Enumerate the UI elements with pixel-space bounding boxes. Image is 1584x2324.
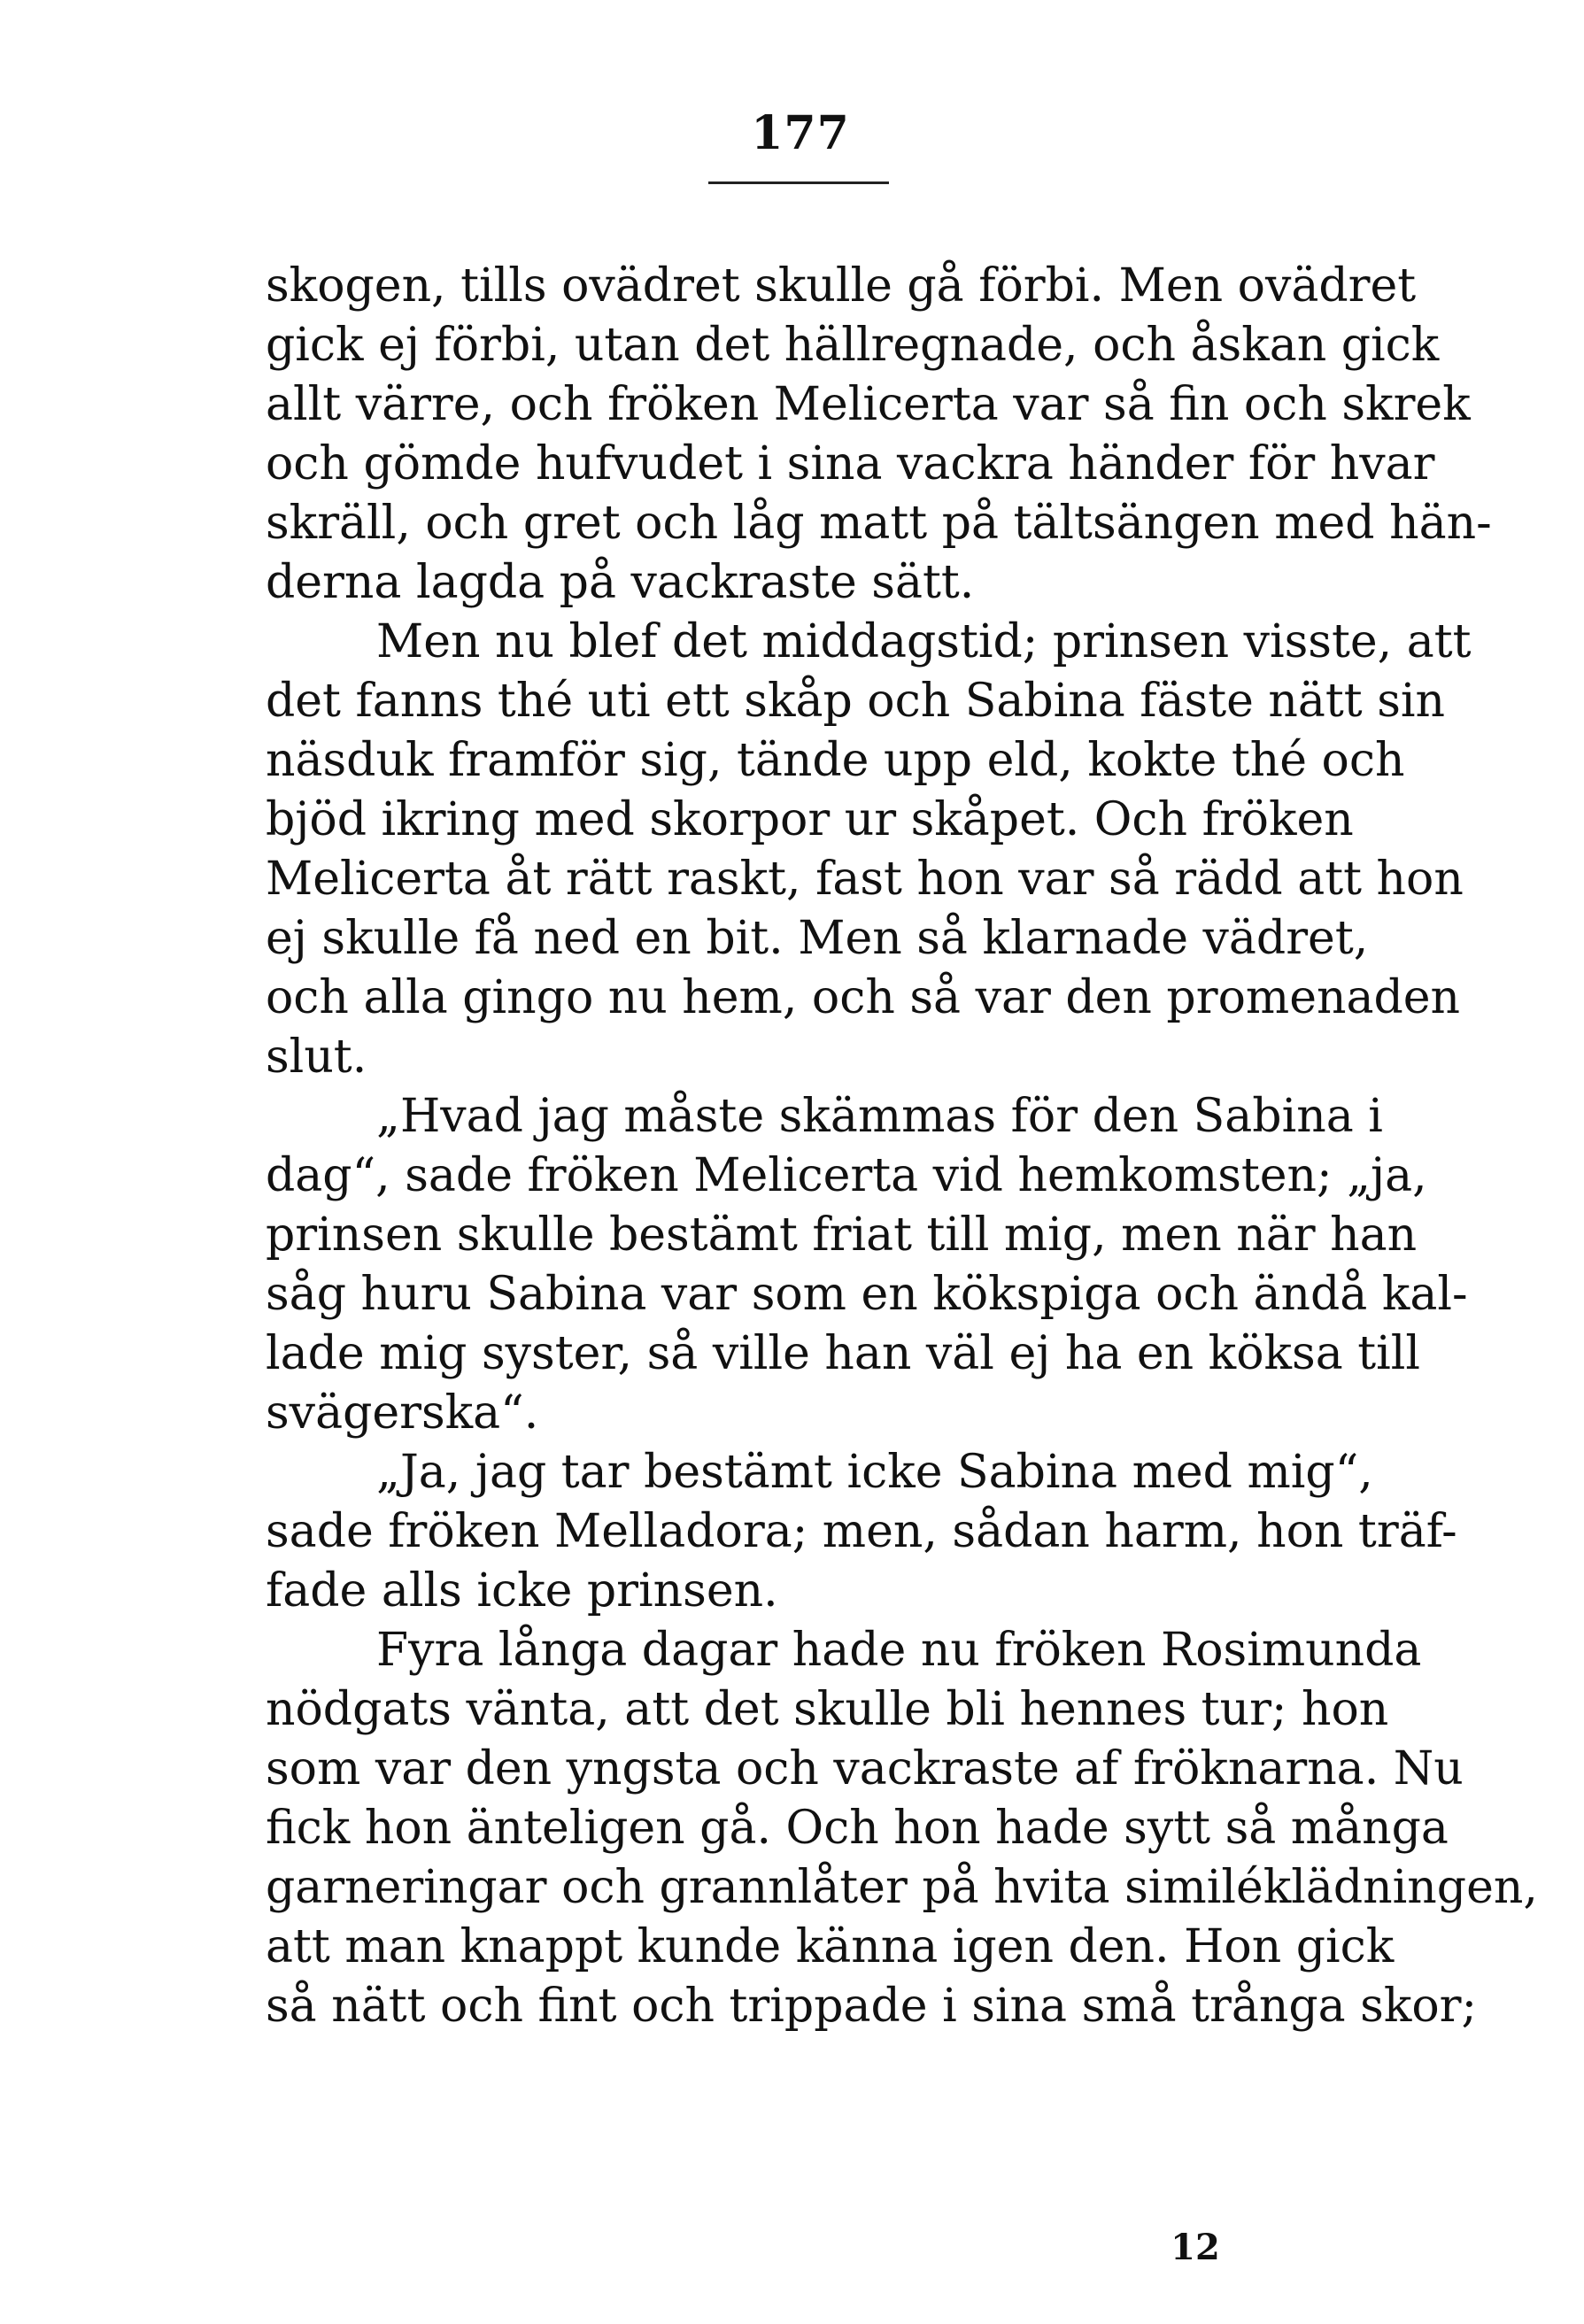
text-line: så nätt och fint och trippade i sina små trånga skor; xyxy=(266,1980,1478,2033)
text-line: nödgats vänta, att det skulle bli hennes tur; hon xyxy=(266,1683,1389,1736)
text-line: Men nu blef det middagstid; prinsen visste, att xyxy=(376,615,1472,668)
text-line: ej skulle få ned en bit. Men så klarnade vädret, xyxy=(266,912,1369,965)
text-line: prinsen skulle bestämt friat till mig, men när han xyxy=(266,1208,1418,1262)
text-line: svägerska“. xyxy=(266,1386,539,1440)
text-line: slut. xyxy=(266,1031,367,1084)
text-line: garneringar och grannlåter på hvita similéklädningen, xyxy=(266,1861,1538,1914)
text-line: „Hvad jag måste skämmas för den Sabina i xyxy=(376,1090,1383,1143)
page-number: 177 xyxy=(751,106,850,160)
text-line: bjöd ikring med skorpor ur skåpet. Och fröken xyxy=(266,793,1354,846)
text-line: fade alls icke prinsen. xyxy=(266,1564,778,1618)
text-line: såg huru Sabina var som en kökspiga och ändå kal- xyxy=(266,1268,1468,1321)
text-line: och gömde hufvudet i sina vackra händer för hvar xyxy=(266,437,1435,490)
text-line: gick ej förbi, utan det hällregnade, och åskan gick xyxy=(266,319,1440,372)
header-rule xyxy=(708,181,889,184)
signature-mark: 12 xyxy=(1171,2227,1220,2268)
text-line: Melicerta åt rätt raskt, fast hon var så rädd att hon xyxy=(266,853,1464,906)
text-line: att man knappt kunde känna igen den. Hon gick xyxy=(266,1920,1395,1973)
text-line: lade mig syster, så ville han väl ej ha en köksa till xyxy=(266,1327,1421,1380)
text-line: sade fröken Melladora; men, sådan harm, hon träf- xyxy=(266,1505,1457,1558)
text-line: fick hon änteligen gå. Och hon hade sytt så många xyxy=(266,1802,1449,1855)
text-line: som var den yngsta och vackraste af fröknarna. Nu xyxy=(266,1742,1464,1795)
text-line: allt värre, och fröken Melicerta var så fin och skrek xyxy=(266,378,1471,431)
text-line: näsduk framför sig, tände upp eld, kokte thé och xyxy=(266,734,1405,787)
text-line: skräll, och gret och låg matt på tältsängen med hän- xyxy=(266,497,1492,550)
text-line: Fyra långa dagar hade nu fröken Rosimunda xyxy=(376,1624,1422,1677)
text-line: dag“, sade fröken Melicerta vid hemkomsten; „ja, xyxy=(266,1149,1427,1202)
text-line: „Ja, jag tar bestämt icke Sabina med mig“, xyxy=(376,1446,1373,1499)
text-line: det fanns thé uti ett skåp och Sabina fäste nätt sin xyxy=(266,675,1446,728)
text-line: och alla gingo nu hem, och så var den promenaden xyxy=(266,971,1461,1024)
text-line: skogen, tills ovädret skulle gå förbi. Men ovädret xyxy=(266,259,1417,313)
text-line: derna lagda på vackraste sätt. xyxy=(266,556,975,609)
